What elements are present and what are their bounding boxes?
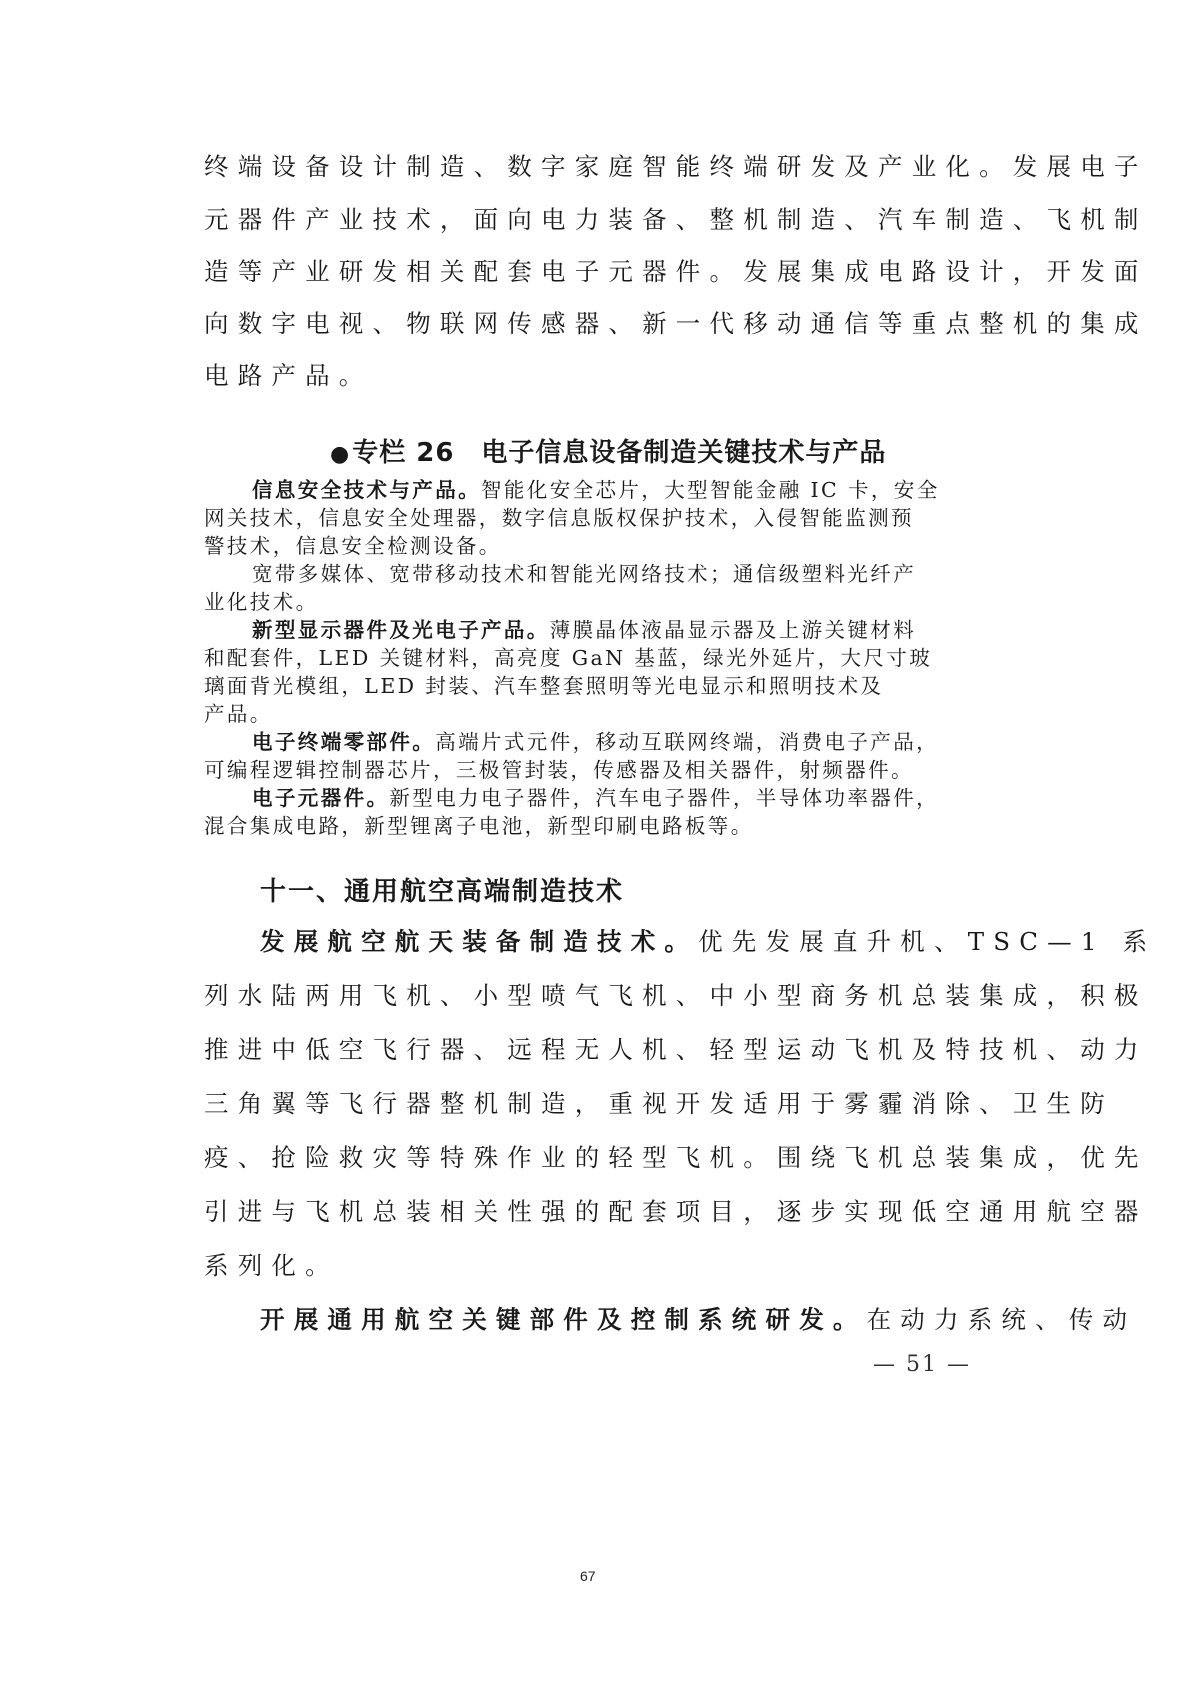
paragraph-line: 列水陆两用飞机、小型喷气飞机、中小型商务机总装集成，积极 — [204, 981, 1148, 1010]
box-item-text: 高端片式元件，移动互联网终端，消费电子产品， — [435, 730, 940, 754]
page-number-outer: 67 — [580, 1568, 596, 1584]
box-item-text: 新型电力电子器件，汽车电子器件，半导体功率器件， — [389, 786, 940, 810]
page-number-inner: — 51 — — [873, 1352, 971, 1377]
box-item-heading: 电子元器件。 — [252, 786, 390, 810]
bullet-icon: ● — [330, 442, 351, 467]
box-item-line: 产品。 — [204, 702, 273, 726]
box-item-heading: 电子终端零部件。 — [252, 730, 436, 754]
paragraph-line: 引进与飞机总装相关性强的配套项目，逐步实现低空通用航空器 — [204, 1197, 1148, 1226]
paragraph-text: 优先发展直升机、TSC—1 系 — [698, 927, 1157, 956]
box-item-text: 薄膜晶体液晶显示器及上游关键材料 — [549, 618, 917, 642]
paragraph-line: 元器件产业技术，面向电力装备、整机制造、汽车制造、飞机制 — [204, 205, 1148, 234]
box-item-line: 网关技术，信息安全处理器，数字信息版权保护技术，入侵智能监测预 — [204, 506, 914, 530]
box-item-line: 璃面背光模组，LED 封装、汽车整套照明等光电显示和照明技术及 — [204, 674, 884, 698]
box-item-line: 混合集成电路，新型锂离子电池，新型印刷电路板等。 — [204, 814, 754, 838]
paragraph-lead: 发展航空航天装备制造技术。 — [260, 927, 699, 956]
paragraph-lead: 开展通用航空关键部件及控制系统研发。 — [260, 1305, 867, 1334]
paragraph-line: 电路产品。 — [204, 361, 373, 390]
box-item-line — [252, 784, 939, 812]
paragraph-line: 推进中低空飞行器、远程无人机、轻型运动飞机及特技机、动力 — [204, 1035, 1148, 1064]
box-item-line: 警技术，信息安全检测设备。 — [204, 534, 502, 558]
box-item-line — [252, 616, 916, 644]
section-heading: 十一、通用航空高端制造技术 — [260, 877, 625, 907]
box-item-line: 和配套件，LED 关键材料，高亮度 GaN 基蓝，绿光外延片，大尺寸玻 — [204, 646, 933, 670]
paragraph-line: 系列化。 — [204, 1251, 339, 1280]
box-item-heading: 新型显示器件及光电子产品。 — [252, 618, 550, 642]
box-item-line: 宽带多媒体、宽带移动技术和智能光网络技术；通信级塑料光纤产 — [252, 562, 917, 586]
box-title-text: 专栏 26 电子信息设备制造关键技术与产品 — [352, 438, 887, 468]
paragraph-text: 在动力系统、传动 — [866, 1305, 1137, 1334]
paragraph-line: 三角翼等飞行器整机制造，重视开发适用于雾霾消除、卫生防 — [204, 1089, 1114, 1118]
box-item-line — [252, 476, 940, 504]
box-item-line: 可编程逻辑控制器芯片，三极管封装，传感器及相关器件，射频器件。 — [204, 758, 914, 782]
paragraph-line: 疫、抢险救灾等特殊作业的轻型飞机。围绕飞机总装集成，优先 — [204, 1143, 1148, 1172]
box-item-line: 业化技术。 — [204, 590, 319, 614]
box-title — [330, 432, 886, 469]
paragraph-line: 终端设备设计制造、数字家庭智能终端研发及产业化。发展电子 — [204, 152, 1148, 181]
box-item-text: 智能化安全芯片，大型智能金融 IC 卡，安全 — [481, 478, 940, 502]
paragraph-line — [260, 1303, 1137, 1337]
box-item-heading: 信息安全技术与产品。 — [252, 478, 481, 502]
box-item-line — [252, 728, 939, 756]
paragraph-line: 造等产业研发相关配套电子元器件。发展集成电路设计，开发面 — [204, 257, 1148, 286]
paragraph-line — [260, 925, 1157, 959]
paragraph-line: 向数字电视、物联网传感器、新一代移动通信等重点整机的集成 — [204, 309, 1148, 338]
